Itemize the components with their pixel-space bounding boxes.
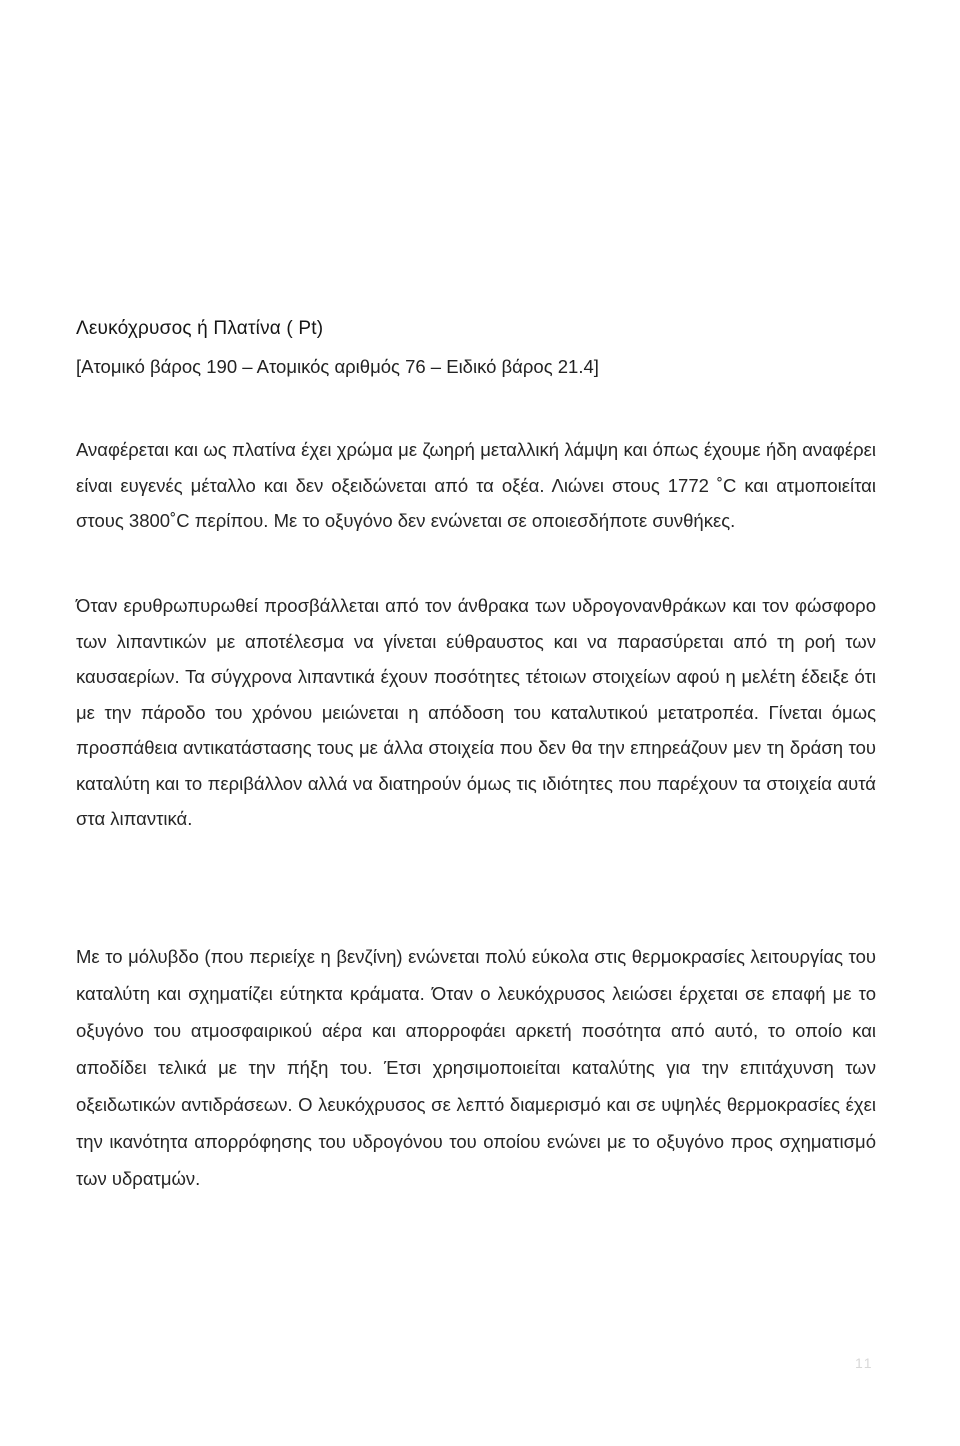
paragraph-overview: Αναφέρεται και ως πλατίνα έχει χρώμα με ζωηρή μεταλλική λάμψη και όπως έχουμε ήδη αναφέρει είναι ευγενές μέταλλο και δεν οξειδώνεται από τα οξέα. Λιώνει στους 1772 ˚C και ατμοποιείται στους 3800˚C περίπου. Με το οξυγόνο δεν ενώνεται σε οποιεσδήποτε συνθήκες. bbox=[76, 439, 876, 531]
element-properties: [Ατομικό βάρος 190 – Ατομικός αριθμός 76 – Ειδικό βάρος 21.4] bbox=[76, 356, 599, 377]
section-title: Λευκόχρυσος ή Πλατίνα ( Pt) bbox=[76, 318, 324, 339]
paragraph-lubricants: Όταν ερυθρωπυρωθεί προσβάλλεται από τον άνθρακα των υδρογονανθράκων και τον φώσφορο των λιπαντικών με αποτέλεσμα να γίνεται εύθραυστος και να παρασύρεται από τη ροή των καυσαερίων. Τα σύγχρονα λιπαντικά έχουν ποσότητες τέτοιων στοιχείων αφού η μελέτη έδειξε ότι με την πάροδο του χρόνου μειώνεται η απόδοση του καταλυτικού μετατροπέα. Γίνεται όμως προσπάθεια αντικατάστασης τους με άλλα στοιχεία που δεν θα την επηρεάζουν μεν τη δράση του καταλύτη και το περιβάλλον αλλά να διατηρούν όμως τις ιδιότητες που παρέχουν τα στοιχεία αυτά στα λιπαντικά. bbox=[76, 595, 876, 829]
page-number: 11 bbox=[855, 1355, 874, 1371]
paragraph-lead: Με το μόλυβδο (που περιείχε η βενζίνη) ενώνεται πολύ εύκολα στις θερμοκρασίες λειτουργίας του καταλύτη και σχηματίζει εύτηκτα κράματα. Όταν ο λευκόχρυσος λειώσει έρχεται σε επαφή με το οξυγόνο του ατμοσφαιρικού αέρα και απορροφάει αρκετή ποσότητα από αυτό, το οποίο και αποδίδει τελικά με την πήξη του. Έτσι χρησιμοποιείται καταλύτης για την επιτάχυνση των οξειδωτικών αντιδράσεων. Ο λευκόχρυσος σε λεπτό διαμερισμό και σε υψηλές θερμοκρασίες έχει την ικανότητα απορρόφησης του υδρογόνου του οποίου ενώνει με το οξυγόνο προς σχηματισμό των υδρατμών. bbox=[76, 946, 876, 1189]
